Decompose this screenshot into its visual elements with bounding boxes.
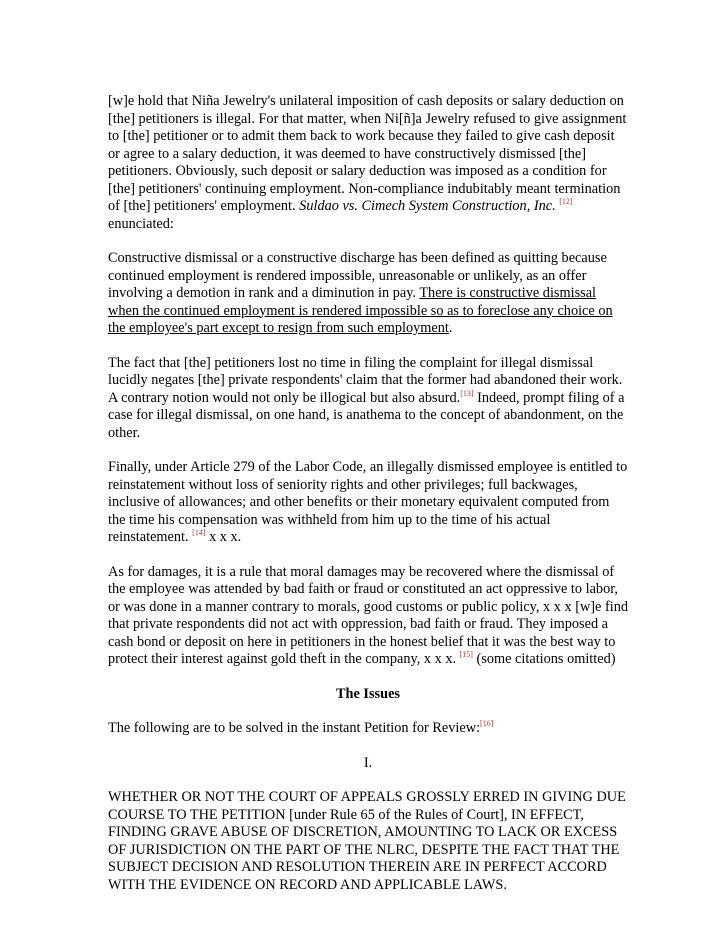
paragraph-text: (some citations omitted)	[472, 651, 616, 667]
paragraph-constructive-dismissal	[108, 250, 628, 338]
document-page	[108, 93, 628, 911]
paragraph-damages	[108, 564, 628, 669]
paragraph-text: [w]e hold that Niña Jewelry's unilateral imposition of cash deposits or salary deduction on [the] petitioners is illegal. For that matter, when Ni[ñ]a Jewelry refused to give assignment to [the] petitioner or to admit them back to work because they failed to give cash deposit or agree to a salary deduction, it was deemed to have constructively dismissed [the] petitioners. Obviously, such deposit or salary deduction was imposed as a condition for [the] petitioners' continuing employment. Non-compliance indubitably meant termination of [the] petitioners' employment.	[108, 93, 627, 214]
footnote-ref[interactable]: [12]	[559, 197, 573, 207]
paragraph-abandonment	[108, 355, 628, 443]
issue-number: I.	[363, 754, 373, 771]
paragraph-text: As for damages, it is a rule that moral damages may be recovered where the dismissal of the employee was attended by bad faith or fraud or constituted an act oppressive to labor, or was done in a manner contrary to morals, good customs or public policy, x x x [w]e find that private respondents did not act with oppression, bad faith or fraud. They imposed a cash bond or deposit on here in petitioners in the honest belief that it was the best way to protect their interest against gold theft in the company, x x x.	[108, 563, 628, 667]
footnote-ref[interactable]: [13]	[460, 388, 474, 398]
paragraph-text: x x x.	[205, 529, 242, 545]
paragraph-text: enunciated:	[108, 215, 174, 232]
paragraph-text: .	[448, 320, 453, 336]
paragraph-text: The fact that [the] petitioners lost no time in filing the complaint for illegal dismissal lucidly negates [the] private respondents' claim that the former had abandoned their work. A contrary notion would not only be illogical but also absurd.	[108, 354, 623, 406]
footnote-ref[interactable]: [15]	[459, 650, 473, 660]
paragraph-text: Finally, under Article 279 of the Labor Code, an illegally dismissed employee is entitled to reinstatement without loss of seniority rights and other privileges; full backwages, inclusive of allowances; and other benefits or their monetary equivalent computed from the time his compensation was withheld from him up to the time of his actual reinstatement.	[108, 459, 628, 545]
footnote-ref[interactable]: [14]	[192, 528, 206, 538]
section-heading: The Issues	[336, 685, 400, 702]
case-citation: Suldao vs. Cimech System Construction, Inc.	[299, 198, 556, 214]
paragraph-text: Constructive dismissal or a constructive discharge has been defined as quitting because continued employment is rendered impossible, unreasonable or unlikely, as an offer involving a demotion in rank and a diminution in pay.	[108, 250, 607, 301]
paragraph-article-279	[108, 459, 628, 547]
issue-statement: WHETHER OR NOT THE COURT OF APPEALS GROSSLY ERRED IN GIVING DUE COURSE TO THE PETITION [under Rule 65 of the Rules of Court], IN EFFECT, FINDING GRAVE ABUSE OF DISCRETION, AMOUNTING TO LACK OR EXCESS OF JURISDICTION ON THE PART OF THE NLRC, DESPITE THE FACT THAT THE SUBJECT DECISION AND RESOLUTION THEREIN ARE IN PERFECT ACCORD WITH THE EVIDENCE ON RECORD AND APPLICABLE LAWS.	[108, 789, 626, 893]
paragraph-text: The following are to be solved in the instant Petition for Review:	[108, 720, 481, 736]
footnote-ref[interactable]: [16]	[480, 719, 494, 729]
paragraph-quote-holding	[108, 93, 628, 233]
paragraph-text: Indeed, prompt filing of a case for illegal dismissal, on one hand, is anathema to the concept of abandonment, on the other.	[108, 389, 625, 441]
underlined-definition: There is constructive dismissal when the continued employment is rendered impossible so as to foreclose any choice on the employee's part except to resign from such employment	[108, 285, 613, 336]
issues-intro	[108, 720, 628, 738]
